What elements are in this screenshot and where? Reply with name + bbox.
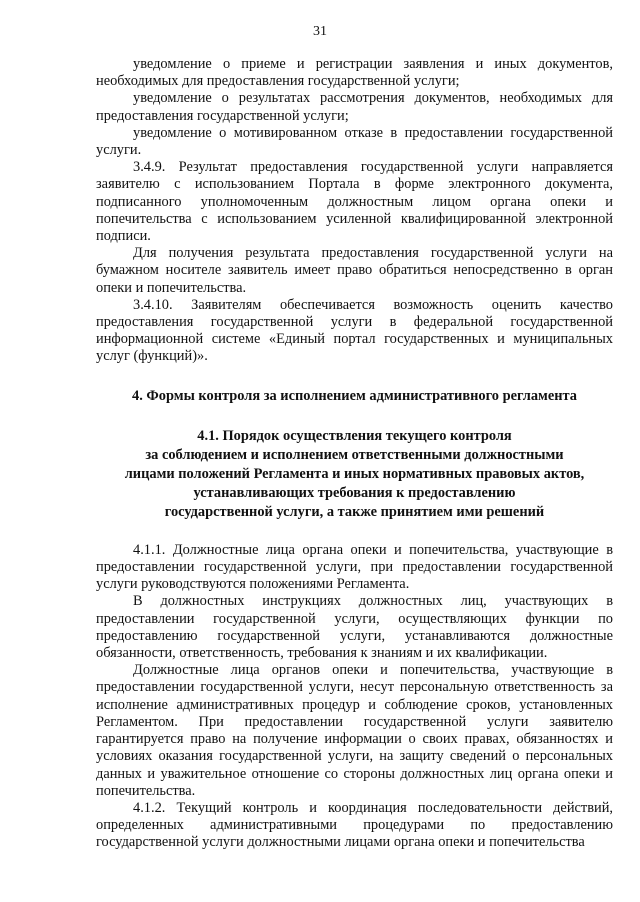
paragraph-3-4-10: 3.4.10. Заявителям обеспечивается возможность оценить качество предоставления государственной услуги в федеральной государственной информационной системе «Единый портал государственных и муниципальных услуг (функций)». — [96, 296, 613, 365]
paragraph-notice-refusal: уведомление о мотивированном отказе в предоставлении государственной услуги. — [96, 124, 613, 159]
paragraph-notice-receipt: уведомление о приеме и регистрации заявления и иных документов, необходимых для предоставления государственной услуги; — [96, 56, 613, 90]
paragraph-paper-result: Для получения результата предоставления государственной услуги на бумажном носителе заявитель имеет право обратиться непосредственно в орган опеки и попечительства. — [96, 245, 613, 296]
paragraph-4-1-1: 4.1.1. Должностные лица органа опеки и попечительства, участвующие в предоставлении государственной услуги, при предоставлении государственной услуги руководствуются положениями Регламента. — [96, 541, 613, 593]
paragraph-job-instructions: В должностных инструкциях должностных лиц, участвующих в предоставлении государственной услуги, осуществляющих функции по предоставлению государственной услуги, устанавливаются должностные обязанности, ответственность, требования к знаниям и их квалификации. — [96, 593, 613, 662]
page-number: 31 — [313, 24, 327, 39]
paragraph-responsibility: Должностные лица органов опеки и попечительства, участвующие в предоставлении государственной услуги, несут персональную ответственность за исполнение административных процедур и соблюдение сроков, установленных Регламентом. При предоставлении государственной услуги заявителю гарантируется право на получение информации о своих правах, обязанностях и условиях оказания государственной услуги, на защиту сведений о персональных данных и уважительное отношение со стороны должностных лиц органа опеки и попечительства. — [96, 662, 613, 799]
subsection-title-line: государственной услуги, а также принятием ими решений — [164, 503, 545, 520]
subsection-title-line: 4.1. Порядок осуществления текущего контроля — [197, 427, 512, 444]
section-title: 4. Формы контроля за исполнением административного регламента — [132, 387, 577, 404]
paragraph-4-1-2: 4.1.2. Текущий контроль и координация последовательности действий, определенных административными процедурами по предоставлению государственной услуги должностными лицами органа опеки и попечительства — [96, 799, 613, 851]
subsection-title-line: устанавливающих требования к предоставлению — [193, 484, 516, 501]
subsection-title-line: лицами положений Регламента и иных нормативных правовых актов, — [124, 465, 585, 482]
subsection-title — [96, 427, 613, 522]
paragraph-3-4-9: 3.4.9. Результат предоставления государственной услуги направляется заявителю с использованием Портала в форме электронного документа, подписанного уполномоченным должностным лицом органа опеки и попечительства с использованием усиленной квалифицированной электронной подписи. — [96, 159, 613, 245]
subsection-title-line: за соблюдением и исполнением ответственными должностными — [145, 446, 564, 463]
paragraph-notice-results: уведомление о результатах рассмотрения документов, необходимых для предоставления государственной услуги; — [96, 90, 613, 124]
document-body — [96, 56, 613, 852]
